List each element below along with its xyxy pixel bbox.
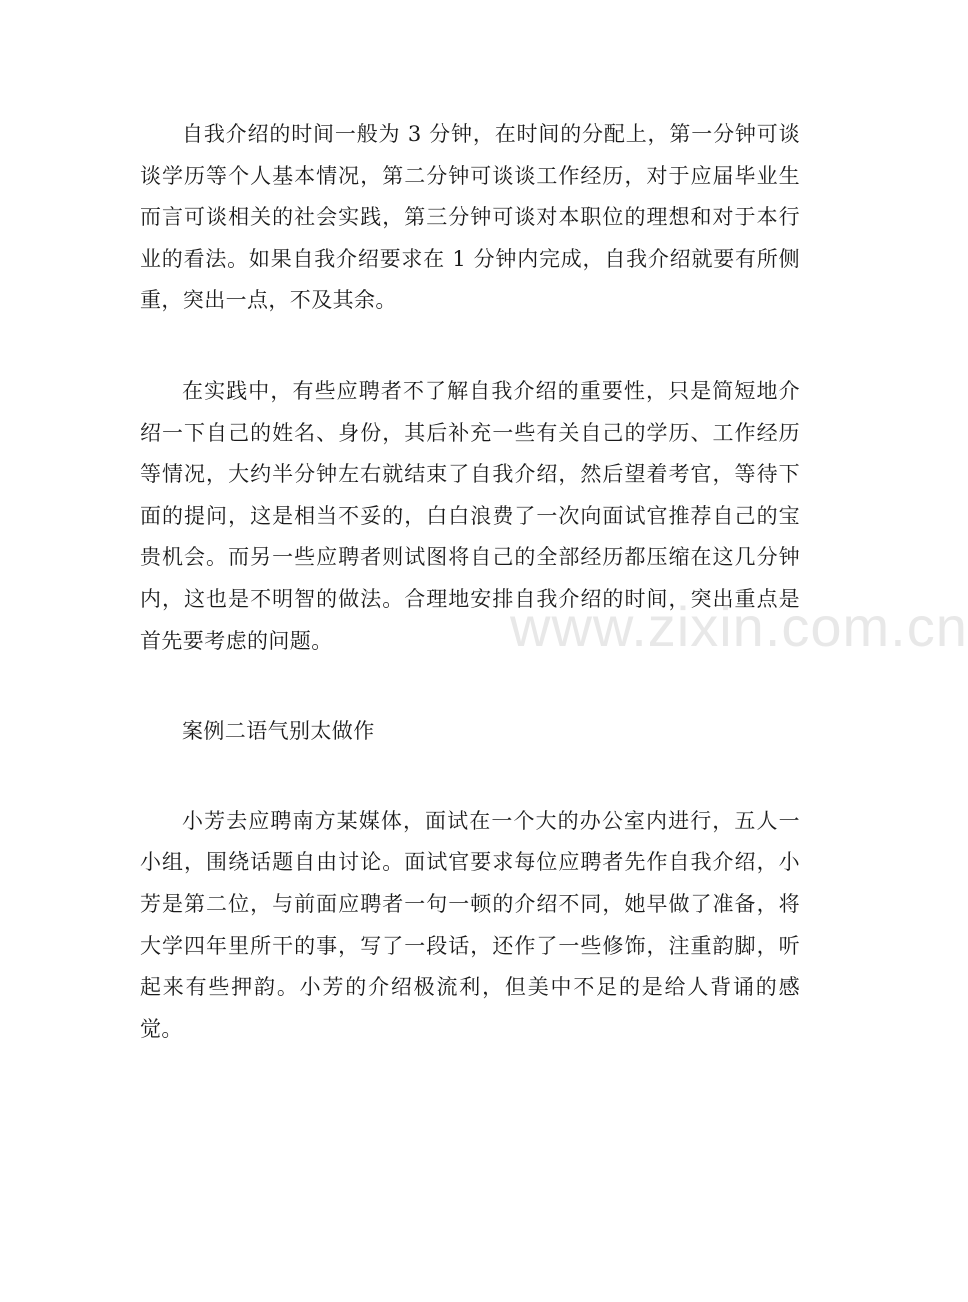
section-heading: 案例二语气别太做作 <box>182 719 375 744</box>
paragraph-case-two: 小芳去应聘南方某媒体，面试在一个大的办公室内进行，五人一小组，围绕话题自由讨论。面试官要求每位应聘者先作自我介绍，小芳是第二位，与前面应聘者一句一顿的介绍不同，她早做了准备，将大学四年里所干的事，写了一段话，还作了一些修饰，注重韵脚，听起来有些押韵。小芳的介绍极流利，但美中不足的是给人背诵的感觉。 <box>140 808 800 1041</box>
paragraph-spacer <box>140 753 800 801</box>
paragraph-time-allocation: 自我介绍的时间一般为 3 分钟，在时间的分配上，第一分钟可谈谈学历等个人基本情况，第二分钟可谈谈工作经历，对于应届毕业生而言可谈相关的社会实践，第三分钟可谈对本职位的理想和对于本行业的看法。如果自我介绍要求在 1 分钟内完成，自我介绍就要有所侧重，突出一点，不及其余。 <box>140 122 800 313</box>
document-body <box>140 114 800 1050</box>
site-watermark: www.zixin.com.cn <box>510 595 968 658</box>
paragraph-spacer <box>140 322 800 371</box>
paragraph-practice: 在实践中，有些应聘者不了解自我介绍的重要性，只是简短地介绍一下自己的姓名、身份，其后补充一些有关自己的学历、工作经历等情况，大约半分钟左右就结束了自我介绍，然后望着考官，等待下面的提问，这是相当不妥的，白白浪费了一次向面试官推荐自己的宝贵机会。而另一些应聘者则试图将自己的全部经历都压缩在这几分钟内，这也是不明智的做法。合理地安排自我介绍的时间，突出重点是首先要考虑的问题。 <box>140 378 800 653</box>
paragraph-spacer <box>140 662 800 711</box>
